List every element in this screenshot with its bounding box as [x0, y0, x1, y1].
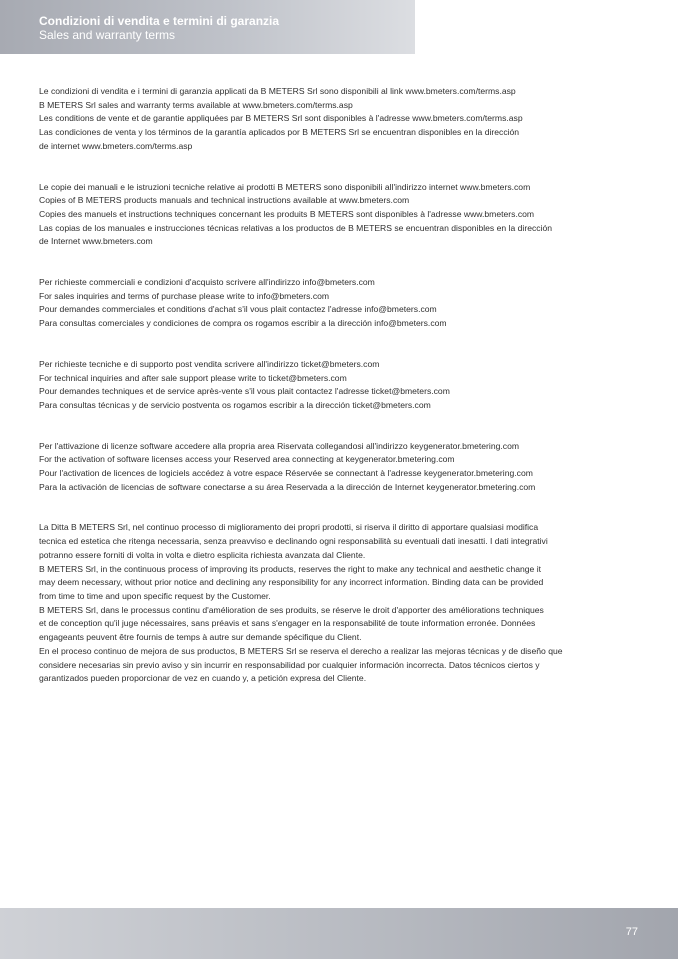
disclaimer-line: may deem necessary, without prior notice and declining any responsibility for any incorrect information. Binding data can be provided	[39, 577, 544, 588]
licenses-section	[39, 440, 614, 495]
manuals-line-en: Copies of B METERS products manuals and technical instructions available at www.bmeters.com	[39, 195, 410, 206]
disclaimer-line: considere necesarias sin previo aviso y sin incurrir en responsabilidad por cualquier información incorrecta. Datos técnicos ciertos y	[39, 659, 540, 670]
commercial-section	[39, 276, 614, 331]
terms-line-es-cont: de internet www.bmeters.com/terms.asp	[39, 140, 193, 151]
document-body	[39, 85, 614, 686]
manuals-section	[39, 181, 614, 250]
manuals-line-it: Le copie dei manuali e le istruzioni tecniche relative ai prodotti B METERS sono disponibili all'indirizzo internet www.bmeters.com	[39, 181, 531, 192]
footer-bar	[0, 908, 678, 959]
disclaimer-line: potranno essere forniti di volta in volta e dietro esplicita richiesta avanzata dal Cliente.	[39, 549, 366, 560]
licenses-line-en: For the activation of software licenses access your Reserved area connecting at keygenerator.bmetering.com	[39, 454, 455, 465]
disclaimer-section	[39, 521, 614, 685]
manuals-line-fr: Copies des manuels et instructions techniques concernant les produits B METERS sont disponibles à l'adresse www.bmeters.com	[39, 208, 535, 219]
support-line-en: For technical inquiries and after sale support please write to ticket@bmeters.com	[39, 372, 347, 383]
disclaimer-line: garantizados pueden proporcionar de vez en cuando y, a petición expresa del Cliente.	[39, 673, 367, 684]
manuals-line-es-cont: de Internet www.bmeters.com	[39, 236, 153, 247]
terms-line-fr: Les conditions de vente et de garantie appliquées par B METERS Srl sont disponibles à l'adresse www.bmeters.com/terms.asp	[39, 113, 523, 124]
commercial-line-it: Per richieste commerciali e condizioni d'acquisto scrivere all'indirizzo info@bmeters.com	[39, 277, 375, 288]
disclaimer-line: from time to time and upon specific request by the Customer.	[39, 590, 271, 601]
disclaimer-line: En el proceso continuo de mejora de sus productos, B METERS Srl se reserva el derecho a realizar las mejoras técnicas y de diseño que	[39, 645, 563, 656]
page-title: Condizioni di vendita e termini di garanzia	[39, 14, 280, 28]
support-line-fr: Pour demandes techniques et de service après-vente s'il vous plait contactez l'adresse ticket@bmeters.com	[39, 386, 450, 397]
support-section	[39, 358, 614, 413]
disclaimer-line: La Ditta B METERS Srl, nel continuo processo di miglioramento dei propri prodotti, si riserva il diritto di apportare qualsiasi modifica	[39, 522, 539, 533]
commercial-line-fr: Pour demandes commerciales et conditions d'achat s'il vous plait contactez l'adresse info@bmeters.com	[39, 304, 437, 315]
licenses-line-it: Per l'attivazione di licenze software accedere alla propria area Riservata collegandosi all'indirizzo keygenerator.bmetering.com	[39, 440, 520, 451]
header-banner	[0, 0, 415, 54]
support-line-es: Para consultas técnicas y de servicio postventa os rogamos escribir a la dirección ticket@bmeters.com	[39, 399, 431, 410]
disclaimer-line: et de conception qu'il juge nécessaires, sans préavis et sans s'engager en la responsabilité de toute information erronée. Données	[39, 618, 536, 629]
terms-line-en: B METERS Srl sales and warranty terms available at www.bmeters.com/terms.asp	[39, 99, 353, 110]
licenses-line-fr: Pour l'activation de licences de logiciels accédez à votre espace Réservée se connectant à l'adresse keygenerator.bmetering.com	[39, 468, 533, 479]
manuals-line-es: Las copias de los manuales e instrucciones técnicas relativas a los productos de B METERS se encuentran disponibles en la dirección	[39, 222, 553, 233]
page-number: 77	[625, 926, 638, 938]
page-subtitle: Sales and warranty terms	[39, 28, 176, 42]
commercial-line-es: Para consultas comerciales y condiciones de compra os rogamos escribir a la dirección info@bmeters.com	[39, 318, 447, 329]
disclaimer-line: tecnica ed estetica che ritenga necessaria, senza preavviso e declinando ogni responsabilità su eventuali dati inesatti. I dati integrativi	[39, 536, 548, 547]
disclaimer-line: B METERS Srl, in the continuous process of improving its products, reserves the right to make any technical and aesthetic change it	[39, 563, 542, 574]
disclaimer-line: engageants peuvent être fournis de temps à autre sur demande spécifique du Client.	[39, 632, 362, 643]
commercial-line-en: For sales inquiries and terms of purchase please write to info@bmeters.com	[39, 290, 330, 301]
licenses-line-es: Para la activación de licencias de software conectarse a su área Reservada a la dirección de Internet keygenerator.bmetering.com	[39, 481, 536, 492]
support-line-it: Per richieste tecniche e di supporto post vendita scrivere all'indirizzo ticket@bmeters.com	[39, 358, 380, 369]
terms-line-es: Las condiciones de venta y los términos de la garantía aplicados por B METERS Srl se encuentran disponibles en la dirección	[39, 127, 520, 138]
terms-section	[39, 85, 614, 154]
disclaimer-line: B METERS Srl, dans le processus continu d'amélioration de ses produits, se réserve le droit d'apporter des améliorations techniques	[39, 604, 544, 615]
terms-line-it: Le condizioni di vendita e i termini di garanzia applicati da B METERS Srl sono disponibili al link www.bmeters.com/terms.asp	[39, 86, 516, 96]
